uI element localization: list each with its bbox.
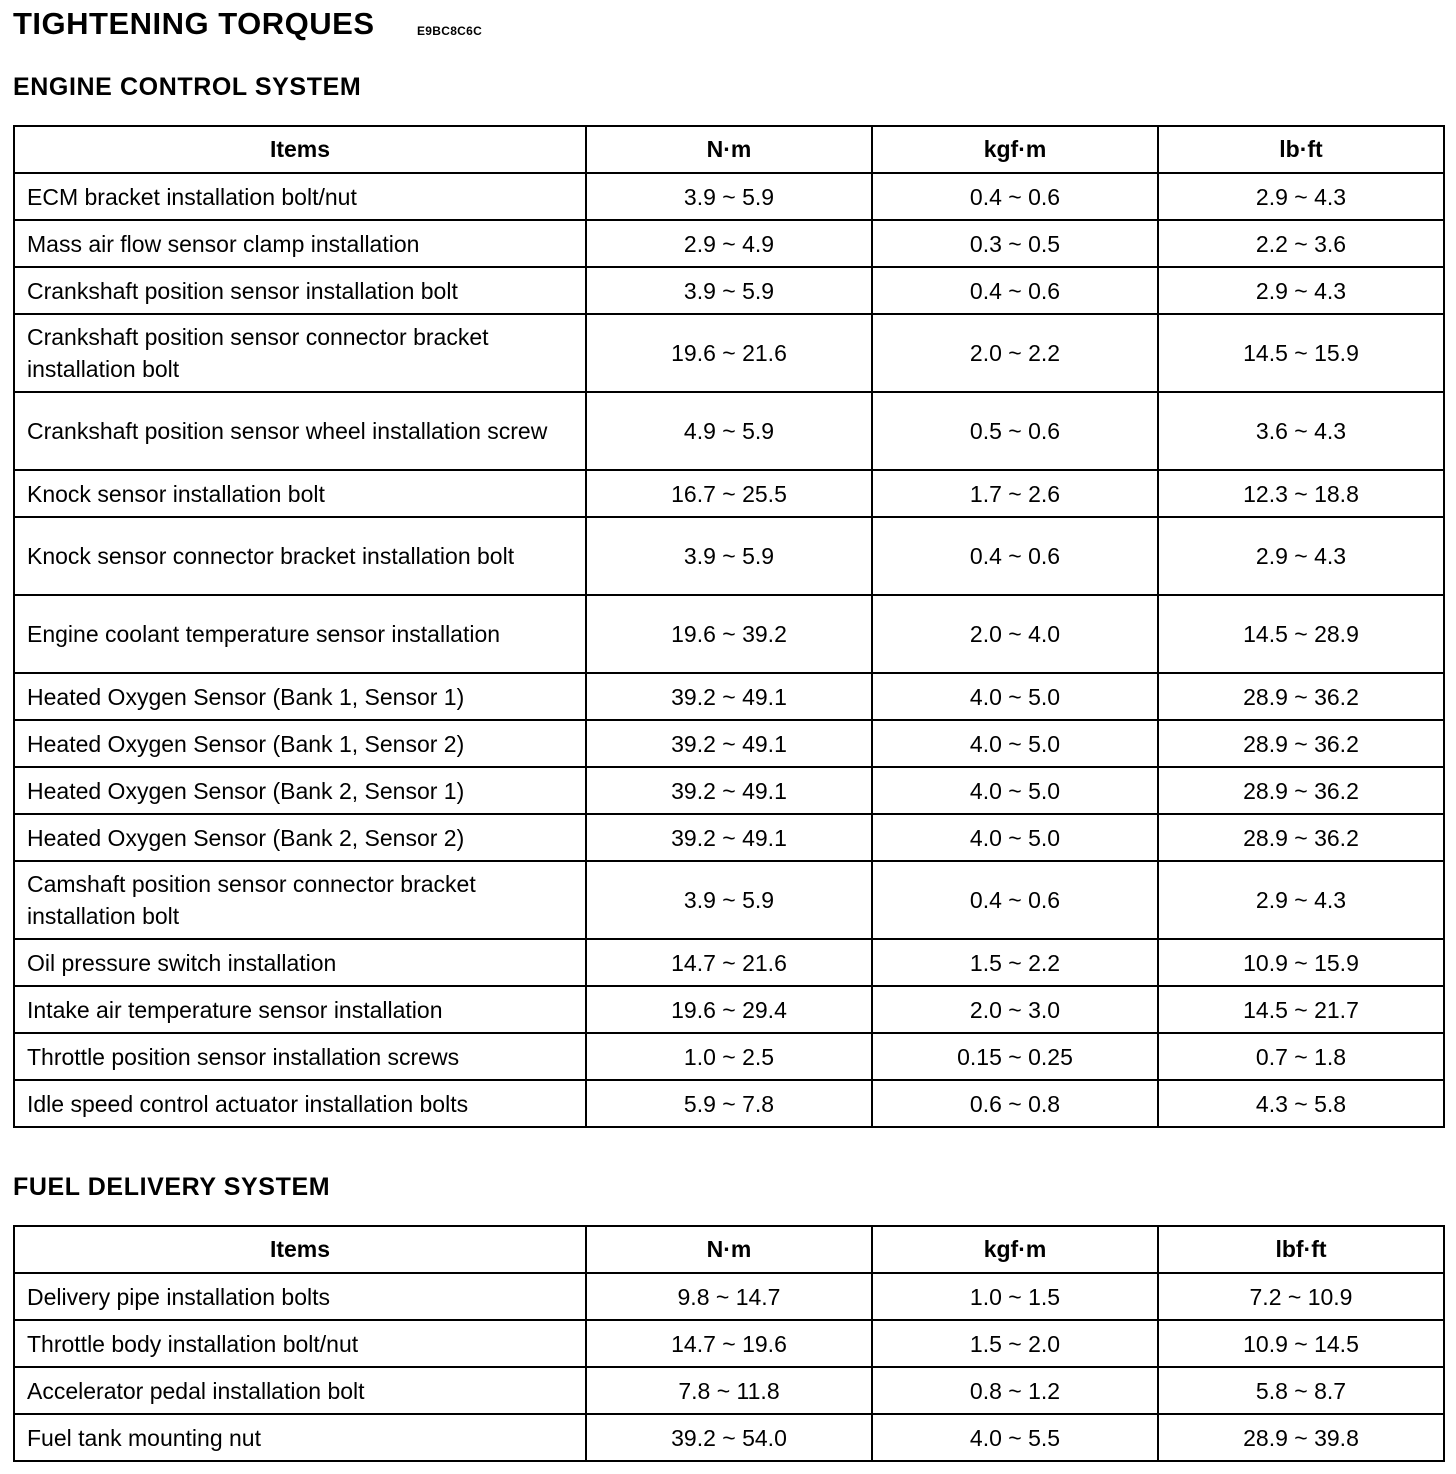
cell-nm: 39.2 ~ 49.1 [586,673,872,720]
cell-kgfm: 2.0 ~ 4.0 [872,595,1158,673]
cell-nm: 3.9 ~ 5.9 [586,267,872,314]
cell-lbft: 0.7 ~ 1.8 [1158,1033,1444,1080]
table-row [14,814,1444,861]
engine-control-torque-table [13,125,1445,1128]
cell-kgfm: 1.5 ~ 2.0 [872,1320,1158,1367]
table-header-row [14,126,1444,173]
cell-kgfm: 1.5 ~ 2.2 [872,939,1158,986]
cell-lbft: 14.5 ~ 15.9 [1158,314,1444,392]
cell-lbft: 2.9 ~ 4.3 [1158,861,1444,939]
cell-lbft: 12.3 ~ 18.8 [1158,470,1444,517]
cell-nm: 5.9 ~ 7.8 [586,1080,872,1127]
table-row [14,517,1444,595]
cell-lbft: 7.2 ~ 10.9 [1158,1273,1444,1320]
section-title-engine-control: ENGINE CONTROL SYSTEM [13,73,362,101]
table-row [14,392,1444,470]
table-row [14,986,1444,1033]
table-row [14,767,1444,814]
column-header-items: Items [14,126,586,173]
cell-item: Heated Oxygen Sensor (Bank 2, Sensor 2) [14,814,586,861]
cell-item: Fuel tank mounting nut [14,1414,586,1461]
cell-lbft: 2.2 ~ 3.6 [1158,220,1444,267]
table-row [14,220,1444,267]
cell-kgfm: 2.0 ~ 2.2 [872,314,1158,392]
cell-item: Camshaft position sensor connector bracket installation bolt [14,861,586,939]
page-title: TIGHTENING TORQUES [13,6,375,41]
cell-item: ECM bracket installation bolt/nut [14,173,586,220]
cell-kgfm: 4.0 ~ 5.0 [872,673,1158,720]
column-header-lbft: lb·ft [1158,126,1444,173]
cell-item: Idle speed control actuator installation bolts [14,1080,586,1127]
cell-kgfm: 1.7 ~ 2.6 [872,470,1158,517]
cell-item: Crankshaft position sensor wheel installation screw [14,392,586,470]
cell-lbft: 10.9 ~ 15.9 [1158,939,1444,986]
cell-nm: 2.9 ~ 4.9 [586,220,872,267]
cell-lbft: 5.8 ~ 8.7 [1158,1367,1444,1414]
cell-lbft: 28.9 ~ 36.2 [1158,767,1444,814]
table-row [14,1273,1444,1320]
fuel-delivery-rows [14,1273,1444,1461]
cell-kgfm: 0.15 ~ 0.25 [872,1033,1158,1080]
cell-lbft: 2.9 ~ 4.3 [1158,517,1444,595]
cell-item: Crankshaft position sensor installation bolt [14,267,586,314]
cell-kgfm: 4.0 ~ 5.0 [872,720,1158,767]
document-code: E9BC8C6C [417,24,483,38]
cell-item: Heated Oxygen Sensor (Bank 1, Sensor 1) [14,673,586,720]
cell-kgfm: 0.5 ~ 0.6 [872,392,1158,470]
cell-kgfm: 0.6 ~ 0.8 [872,1080,1158,1127]
cell-lbft: 14.5 ~ 21.7 [1158,986,1444,1033]
cell-item: Heated Oxygen Sensor (Bank 2, Sensor 1) [14,767,586,814]
section-title-fuel-delivery: FUEL DELIVERY SYSTEM [13,1173,331,1201]
cell-kgfm: 0.4 ~ 0.6 [872,517,1158,595]
cell-item: Mass air flow sensor clamp installation [14,220,586,267]
cell-nm: 39.2 ~ 54.0 [586,1414,872,1461]
table-row [14,1367,1444,1414]
column-header-kgfm: kgf·m [872,1226,1158,1273]
cell-item: Accelerator pedal installation bolt [14,1367,586,1414]
cell-kgfm: 0.3 ~ 0.5 [872,220,1158,267]
cell-nm: 39.2 ~ 49.1 [586,720,872,767]
cell-lbft: 28.9 ~ 36.2 [1158,673,1444,720]
table-row [14,173,1444,220]
column-header-items: Items [14,1226,586,1273]
table-row [14,470,1444,517]
column-header-nm: N·m [586,1226,872,1273]
cell-nm: 19.6 ~ 39.2 [586,595,872,673]
cell-kgfm: 0.4 ~ 0.6 [872,267,1158,314]
column-header-nm: N·m [586,126,872,173]
cell-kgfm: 1.0 ~ 1.5 [872,1273,1158,1320]
cell-nm: 3.9 ~ 5.9 [586,173,872,220]
cell-item: Throttle position sensor installation screws [14,1033,586,1080]
cell-nm: 4.9 ~ 5.9 [586,392,872,470]
table-row [14,720,1444,767]
cell-item: Throttle body installation bolt/nut [14,1320,586,1367]
table-row [14,861,1444,939]
cell-lbft: 4.3 ~ 5.8 [1158,1080,1444,1127]
cell-nm: 19.6 ~ 29.4 [586,986,872,1033]
cell-kgfm: 4.0 ~ 5.5 [872,1414,1158,1461]
cell-item: Intake air temperature sensor installation [14,986,586,1033]
table-row [14,314,1444,392]
cell-nm: 3.9 ~ 5.9 [586,861,872,939]
table-row [14,1320,1444,1367]
cell-nm: 1.0 ~ 2.5 [586,1033,872,1080]
cell-nm: 16.7 ~ 25.5 [586,470,872,517]
cell-lbft: 3.6 ~ 4.3 [1158,392,1444,470]
table-row [14,1414,1444,1461]
cell-item: Oil pressure switch installation [14,939,586,986]
cell-item: Engine coolant temperature sensor installation [14,595,586,673]
fuel-delivery-torque-table [13,1225,1445,1462]
cell-kgfm: 4.0 ~ 5.0 [872,814,1158,861]
cell-nm: 9.8 ~ 14.7 [586,1273,872,1320]
cell-lbft: 28.9 ~ 39.8 [1158,1414,1444,1461]
engine-control-rows [14,173,1444,1127]
table-row [14,939,1444,986]
cell-lbft: 2.9 ~ 4.3 [1158,267,1444,314]
cell-item: Knock sensor installation bolt [14,470,586,517]
cell-lbft: 14.5 ~ 28.9 [1158,595,1444,673]
cell-nm: 3.9 ~ 5.9 [586,517,872,595]
cell-kgfm: 4.0 ~ 5.0 [872,767,1158,814]
cell-nm: 14.7 ~ 21.6 [586,939,872,986]
table-row [14,595,1444,673]
table-header-row [14,1226,1444,1273]
cell-kgfm: 2.0 ~ 3.0 [872,986,1158,1033]
cell-nm: 7.8 ~ 11.8 [586,1367,872,1414]
cell-nm: 39.2 ~ 49.1 [586,814,872,861]
cell-item: Delivery pipe installation bolts [14,1273,586,1320]
column-header-kgfm: kgf·m [872,126,1158,173]
cell-lbft: 28.9 ~ 36.2 [1158,720,1444,767]
table-row [14,267,1444,314]
table-row [14,1080,1444,1127]
cell-nm: 19.6 ~ 21.6 [586,314,872,392]
cell-kgfm: 0.8 ~ 1.2 [872,1367,1158,1414]
cell-item: Heated Oxygen Sensor (Bank 1, Sensor 2) [14,720,586,767]
cell-lbft: 2.9 ~ 4.3 [1158,173,1444,220]
cell-item: Crankshaft position sensor connector bracket installation bolt [14,314,586,392]
cell-lbft: 10.9 ~ 14.5 [1158,1320,1444,1367]
column-header-lbft: lbf·ft [1158,1226,1444,1273]
cell-lbft: 28.9 ~ 36.2 [1158,814,1444,861]
cell-nm: 14.7 ~ 19.6 [586,1320,872,1367]
table-row [14,1033,1444,1080]
cell-kgfm: 0.4 ~ 0.6 [872,173,1158,220]
cell-nm: 39.2 ~ 49.1 [586,767,872,814]
cell-kgfm: 0.4 ~ 0.6 [872,861,1158,939]
cell-item: Knock sensor connector bracket installation bolt [14,517,586,595]
table-row [14,673,1444,720]
